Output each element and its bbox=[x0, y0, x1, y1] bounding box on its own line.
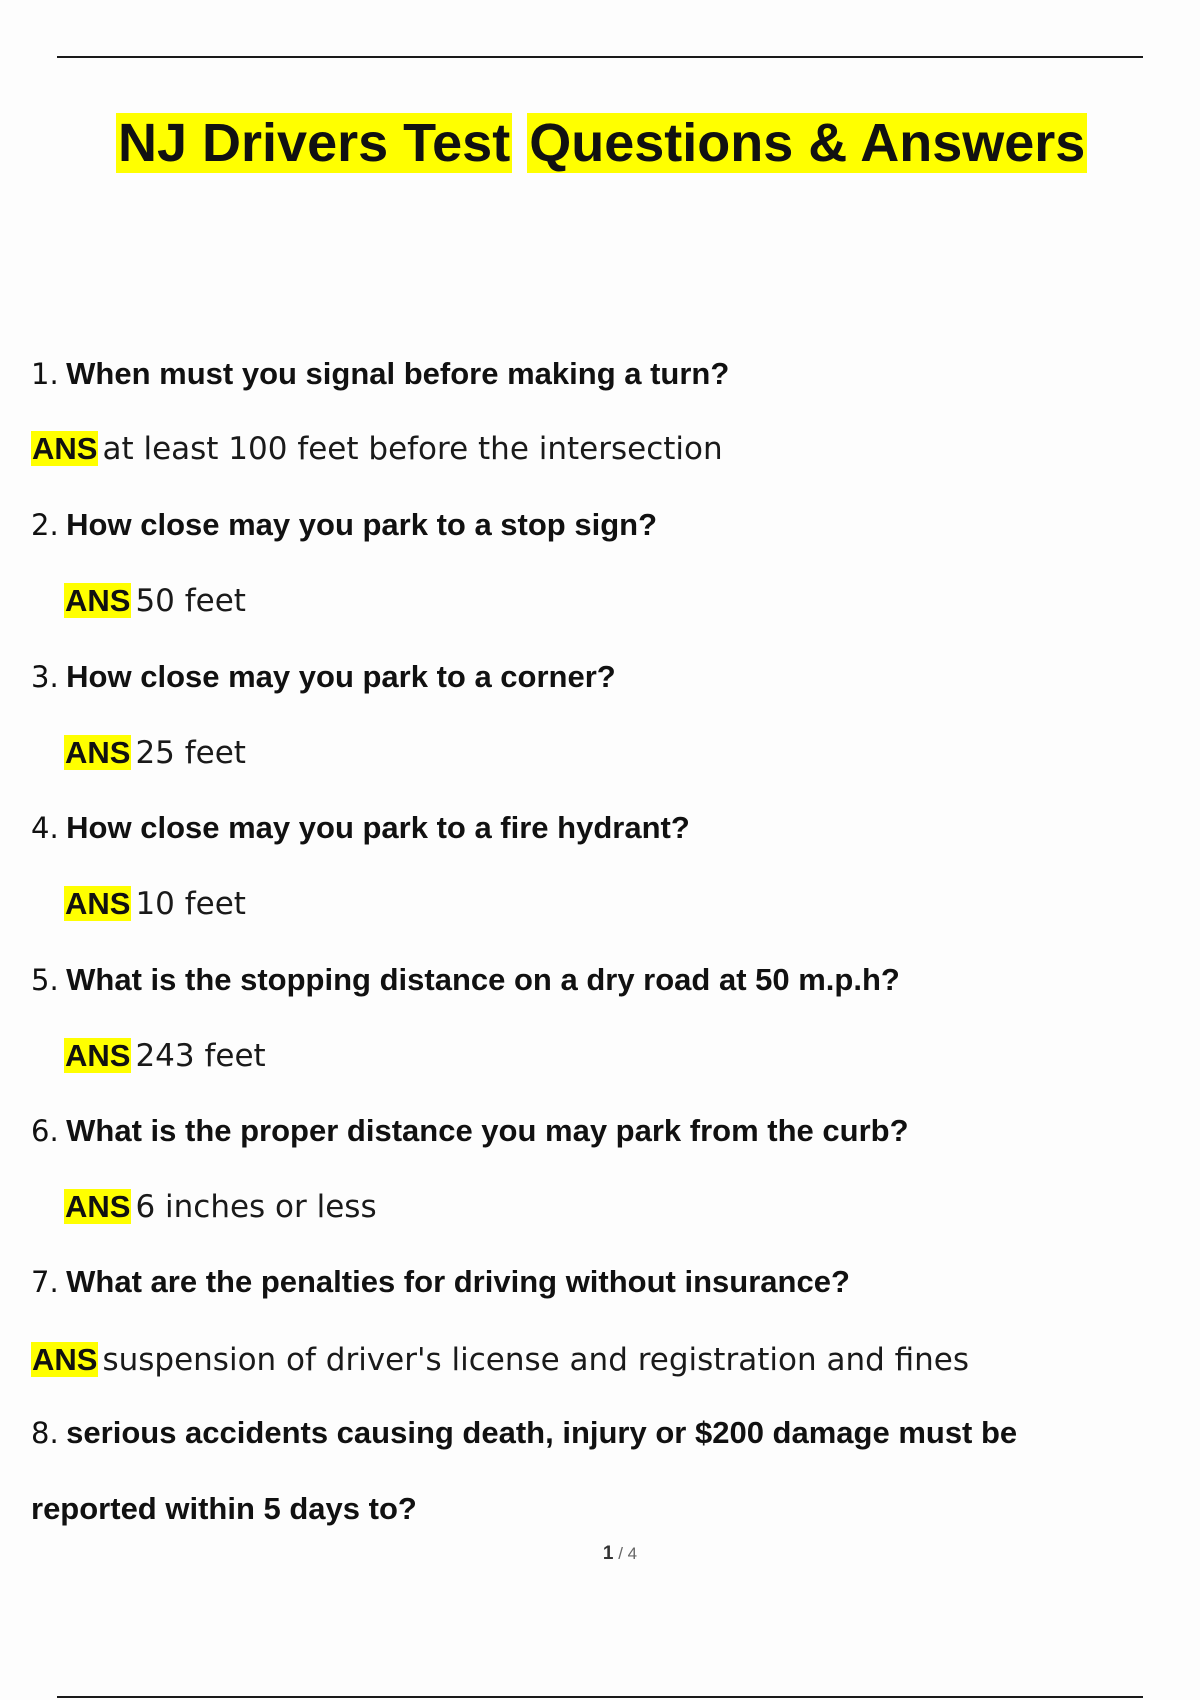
answer-text: 25 feet bbox=[135, 735, 246, 771]
answer-5 bbox=[64, 1035, 266, 1083]
question-8-continued: reported within 5 days to? bbox=[31, 1491, 417, 1526]
question-2 bbox=[31, 505, 657, 546]
answer-tag: ANS bbox=[32, 1342, 98, 1377]
question-text: What is the proper distance you may park from the curb? bbox=[66, 1113, 909, 1148]
question-text: How close may you park to a stop sign? bbox=[66, 507, 658, 542]
question-7 bbox=[31, 1262, 850, 1303]
question-8 bbox=[31, 1413, 1017, 1454]
answer-text: 50 feet bbox=[135, 583, 246, 619]
top-rule bbox=[57, 56, 1143, 58]
question-number: 3. bbox=[31, 660, 59, 694]
answer-text: at least 100 feet before the intersection bbox=[102, 431, 723, 467]
title-part-2: Questions & Answers bbox=[529, 113, 1086, 173]
page-title bbox=[116, 108, 1126, 178]
page-total: 4 bbox=[627, 1544, 638, 1563]
question-text: serious accidents causing death, injury or $200 damage must be bbox=[66, 1415, 1018, 1450]
page-separator: / bbox=[618, 1544, 623, 1563]
answer-1 bbox=[31, 428, 723, 476]
question-6 bbox=[31, 1111, 909, 1152]
answer-tag: ANS bbox=[65, 583, 131, 618]
question-text: When must you signal before making a turn? bbox=[66, 356, 730, 391]
answer-6 bbox=[64, 1186, 377, 1234]
page-current: 1 bbox=[602, 1543, 614, 1564]
page-indicator bbox=[0, 1543, 1200, 1565]
question-number: 6. bbox=[31, 1114, 59, 1148]
question-number: 1. bbox=[31, 357, 59, 391]
question-text: What is the stopping distance on a dry road at 50 m.p.h? bbox=[66, 962, 900, 997]
question-1 bbox=[31, 354, 729, 395]
answer-tag: ANS bbox=[65, 1189, 131, 1224]
answer-tag: ANS bbox=[65, 735, 131, 770]
question-4 bbox=[31, 808, 690, 849]
answer-3 bbox=[64, 732, 246, 780]
answer-text: suspension of driver's license and registration and fines bbox=[102, 1342, 970, 1378]
answer-7 bbox=[31, 1339, 969, 1387]
answer-text: 10 feet bbox=[135, 886, 246, 922]
question-text: How close may you park to a corner? bbox=[66, 659, 616, 694]
bottom-rule bbox=[57, 1696, 1143, 1698]
title-part-1: NJ Drivers Test bbox=[118, 113, 511, 173]
answer-tag: ANS bbox=[65, 886, 131, 921]
answer-tag: ANS bbox=[32, 431, 98, 466]
question-number: 5. bbox=[31, 963, 59, 997]
question-number: 4. bbox=[31, 811, 59, 845]
question-number: 7. bbox=[31, 1265, 59, 1299]
question-number: 2. bbox=[31, 508, 59, 542]
answer-tag: ANS bbox=[65, 1038, 131, 1073]
question-text: How close may you park to a fire hydrant? bbox=[66, 810, 690, 845]
answer-2 bbox=[64, 580, 246, 628]
question-3 bbox=[31, 657, 616, 698]
answer-text: 6 inches or less bbox=[135, 1189, 377, 1225]
answer-4 bbox=[64, 883, 246, 931]
question-5 bbox=[31, 960, 900, 1001]
question-text: What are the penalties for driving without insurance? bbox=[66, 1264, 850, 1299]
question-number: 8. bbox=[31, 1416, 59, 1450]
answer-text: 243 feet bbox=[135, 1038, 266, 1074]
